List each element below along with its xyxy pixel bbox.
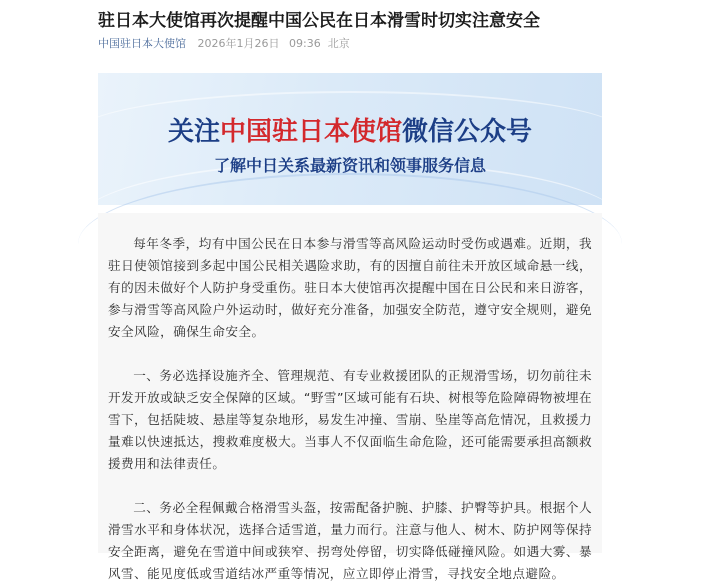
banner-subtitle: 了解中日关系最新资讯和领事服务信息 — [213, 156, 486, 175]
wechat-banner-image — [98, 73, 602, 205]
article-meta — [98, 35, 350, 51]
paragraph-spacer — [98, 343, 602, 365]
article-paragraph: 一、务必选择设施齐全、管理规范、有专业救援团队的正规滑雪场，切勿前往未开发开放或缺乏安全保障的区域。“野雪”区域可能有石块、树根等危险障碍物被埋在雪下，包括陡坡、悬崖等复杂地形，易发生冲撞、雪崩、坠崖等高危情况，且救援力量难以快速抵达，搜救难度极大。当事人不仅面临生命危险，还可能需要承担高额救援费用和法律责任。 — [108, 368, 592, 471]
article-paragraph: 二、务必全程佩戴合格滑雪头盔，按需配备护腕、护膝、护臀等护具。根据个人滑雪水平和身体状况，选择合适雪道，量力而行。注意与他人、树木、防护网等保持安全距离，避免在雪道中间或狭窄、拐弯处停留，切实降低碰撞风险。如遇大雾、暴风雪、能见度低或雪道结冰严重等情况，应立即停止滑雪，寻找安全地点避险。 — [108, 500, 592, 581]
paragraph-spacer — [98, 475, 602, 497]
banner-headline-part: 微信公众号 — [402, 117, 533, 147]
banner-headline — [98, 111, 602, 148]
banner-headline-embassy: 中国驻日本使馆 — [219, 117, 402, 147]
article-location: 北京 — [327, 37, 350, 50]
article-time: 09:36 — [289, 37, 321, 50]
article-paragraph: 每年冬季，均有中国公民在日本参与滑雪等高风险运动时受伤或遇难。近期，我驻日使领馆接到多起中国公民相关遇险求助，有的因擅自前往未开放区域命悬一线，有的因未做好个人防护身受重伤。驻日本大使馆再次提醒中国在日公民和来日游客，参与滑雪等高风险户外运动时，做好充分准备，加强安全防范，遵守安全规则，避免安全风险，确保生命安全。 — [108, 236, 592, 339]
article-body — [98, 213, 602, 581]
article-title: 驻日本大使馆再次提醒中国公民在日本滑雪时切实注意安全 — [98, 11, 540, 31]
article-source-link[interactable]: 中国驻日本大使馆 — [98, 37, 186, 50]
banner-headline-part: 关注 — [167, 117, 220, 147]
article-date: 2026年1月26日 — [197, 37, 280, 50]
